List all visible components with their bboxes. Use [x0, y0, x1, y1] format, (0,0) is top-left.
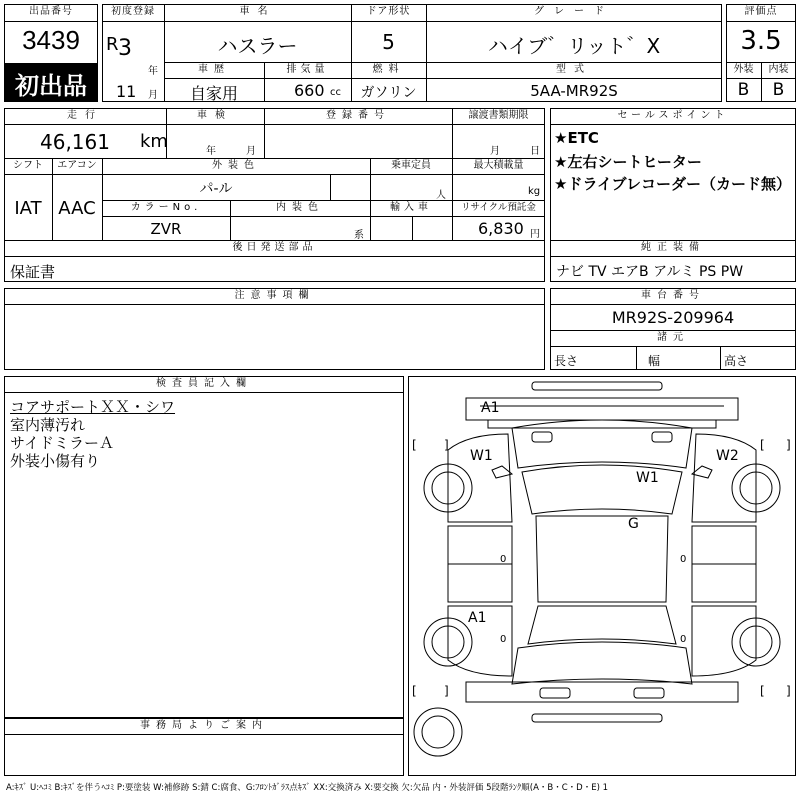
mark-a1-rear: A1	[468, 610, 487, 626]
colorno: ZVR	[150, 220, 182, 238]
later: 保証書	[10, 263, 56, 281]
insp-year-unit: 年	[206, 146, 216, 157]
chassis-number: MR92S-209964	[611, 308, 735, 327]
cc-unit: cc	[330, 87, 341, 98]
lot-label: 出品番号	[29, 6, 73, 17]
bracket-open-3: [	[412, 684, 417, 698]
transfer-month-unit: 月	[490, 146, 500, 157]
lot-number: 3439	[22, 25, 80, 55]
equipment: ナビ TV エアB アルミ PS PW	[556, 264, 744, 280]
recycle-label: リサイクル預託金	[461, 202, 536, 213]
registration-month: 11	[116, 82, 137, 101]
sales-point-2: ★左右シートヒーター	[554, 153, 702, 171]
later-label: 後日発送部品	[232, 242, 317, 253]
length-label: 長さ	[554, 354, 579, 368]
capacity-unit: 人	[436, 190, 446, 201]
import-label: 輸入車	[390, 202, 432, 213]
equipment-label: 純正装備	[641, 242, 705, 253]
inspector-line-1: コアサポートＸＸ・シワ	[10, 398, 176, 416]
displacement: 660	[294, 81, 325, 100]
model: 5AA-MR92S	[530, 82, 618, 100]
inspection-label: 車検	[197, 110, 233, 121]
mark-g-glass: G	[628, 516, 639, 532]
chassis-label: 車台番号	[641, 290, 705, 301]
month-unit: 月	[148, 90, 158, 101]
notes-label: 注意事項欄	[234, 290, 315, 301]
shift-label: シフト	[13, 160, 43, 171]
width-label: 幅	[648, 354, 661, 368]
mileage: 46,161	[40, 130, 110, 154]
office-label: 事務局よりご案内	[140, 720, 268, 731]
zero-mark-4: 0	[680, 634, 687, 645]
ac: AAC	[58, 198, 96, 219]
plate-label: 登録番号	[326, 110, 390, 121]
mark-w2-right: W2	[716, 448, 739, 464]
history: 自家用	[189, 84, 238, 103]
mark-w1-roof: W1	[636, 470, 659, 486]
registration-label: 初度登録	[111, 6, 155, 17]
mark-a1-front: A1	[481, 400, 500, 416]
history-label: 車歴	[198, 64, 230, 75]
inspector-line-3: サイドミラーＡ	[10, 434, 114, 452]
mark-w1-left: W1	[470, 448, 493, 464]
load-unit: kg	[528, 186, 541, 197]
shift: IAT	[14, 198, 42, 219]
bracket-close-3: ]	[444, 684, 449, 698]
intcolor-unit: 系	[354, 230, 364, 241]
fuel-label: 燃料	[372, 64, 405, 75]
bracket-open-2: [	[760, 438, 765, 452]
height-label: 高さ	[724, 354, 749, 368]
transfer-day-unit: 日	[530, 146, 540, 157]
bracket-close-1: ]	[444, 438, 449, 452]
exterior-label: 外装	[733, 64, 754, 75]
sales-point-1: ★ETC	[554, 129, 599, 147]
year-unit: 年	[148, 66, 158, 77]
bracket-close-4: ]	[786, 684, 791, 698]
grade: ハイブ゛リット゛X	[487, 34, 661, 58]
car-name-label: 車名	[239, 6, 276, 17]
grade-label: グレード	[534, 6, 614, 17]
ac-label: エアコン	[57, 160, 97, 171]
doors: 5	[382, 30, 395, 54]
fuel: ガソリン	[360, 85, 417, 101]
zero-mark-1: 0	[500, 554, 507, 565]
door-label: ドア形状	[366, 6, 411, 17]
bracket-close-2: ]	[786, 438, 791, 452]
color: パ-ル	[199, 181, 233, 197]
dims-label: 諸元	[657, 332, 689, 343]
color-label: 外装色	[212, 160, 260, 171]
registration-era: R	[106, 34, 119, 55]
mileage-label: 走行	[67, 110, 103, 121]
recycle: 6,830	[478, 219, 524, 238]
interior-grade: B	[772, 80, 785, 100]
intcolor-label: 内装色	[276, 202, 324, 213]
bracket-open-1: [	[412, 438, 417, 452]
zero-mark-2: 0	[500, 634, 507, 645]
load-label: 最大積載量	[473, 160, 524, 171]
bracket-open-4: [	[760, 684, 765, 698]
car-name: ハスラー	[217, 34, 298, 58]
car-body-diagram	[408, 376, 796, 776]
first-listing-text: 初出品	[15, 72, 87, 100]
inspector-label: 検査員記入欄	[156, 378, 252, 389]
model-label: 型式	[556, 64, 592, 75]
sales-point-3: ★ドライブレコーダー（カード無）	[554, 175, 791, 193]
transfer-label: 譲渡書類期限	[468, 110, 529, 121]
displacement-label: 排気量	[286, 64, 329, 75]
zero-mark-3: 0	[680, 554, 687, 565]
inspector-line-4: 外装小傷有り	[10, 452, 101, 470]
km-unit: km	[140, 131, 168, 152]
exterior-grade: B	[737, 80, 750, 100]
legend-text: A:ｷｽﾞ U:ﾍｺﾐ B:ｷｽﾞを伴うﾍｺﾐ P:要塗装 W:補修跡 S:錆 C:腐食、G:ﾌﾛﾝﾄｶﾞﾗｽ点ｷｽﾞ XX:交換済み X:要交換 欠:欠品 内・外装評価 5段階ﾗﾝｸ順(A・B・C・D・E) 1	[6, 783, 609, 793]
rating: 3.5	[740, 26, 782, 56]
sales-label: セールスポイント	[617, 110, 729, 121]
registration-year: 3	[118, 36, 132, 61]
colorno-label: カラーNo.	[130, 202, 202, 213]
insp-month-unit: 月	[246, 146, 256, 157]
rating-label: 評価点	[744, 6, 778, 17]
interior-label: 内装	[768, 64, 789, 75]
inspector-line-2: 室内薄汚れ	[10, 416, 86, 434]
capacity-label: 乗車定員	[391, 160, 431, 171]
yen-unit: 円	[530, 229, 540, 240]
